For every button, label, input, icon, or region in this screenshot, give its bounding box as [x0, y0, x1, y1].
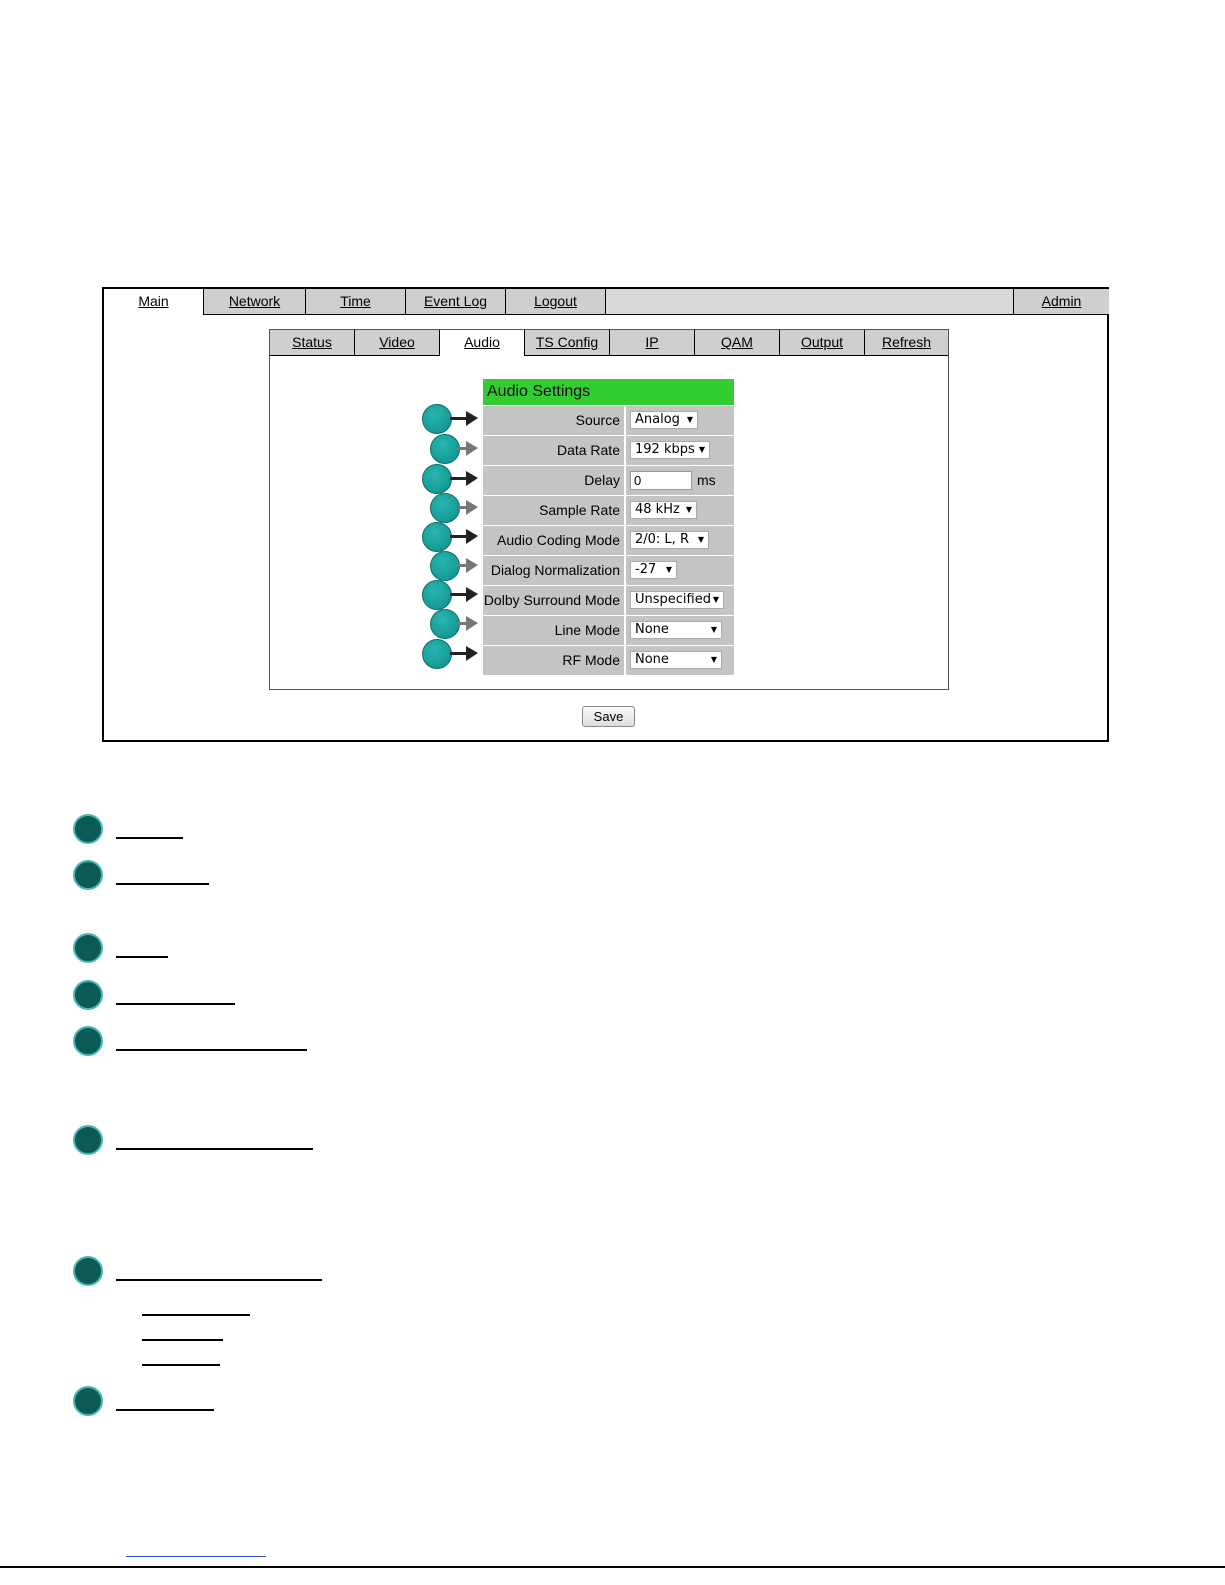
- setting-label: Line Mode: [483, 616, 626, 645]
- sample-rate-select[interactable]: [630, 501, 697, 519]
- web-ui-frame: [102, 287, 1109, 742]
- audio-coding-mode-select[interactable]: [630, 531, 709, 549]
- footer-divider: [0, 1566, 1225, 1568]
- tab-event-log[interactable]: Event Log: [406, 289, 506, 314]
- tab-admin[interactable]: Admin: [1013, 289, 1109, 314]
- subtab-ip[interactable]: IP: [610, 330, 695, 355]
- legend-heading-line: [116, 883, 209, 885]
- callout-marker: [422, 464, 452, 494]
- setting-label: Delay: [483, 466, 626, 495]
- select-value: 192 kbps: [635, 442, 695, 457]
- dropdown-arrow-icon: ▼: [710, 655, 717, 664]
- top-navigation: [104, 289, 1107, 315]
- subtab-status[interactable]: Status: [270, 330, 355, 355]
- callout-marker: [422, 522, 452, 552]
- legend-subitem-line: [142, 1364, 220, 1366]
- setting-label: Dolby Surround Mode: [483, 586, 626, 615]
- select-value: None: [635, 652, 669, 667]
- callout-marker: [430, 434, 460, 464]
- line-mode-select[interactable]: [630, 621, 722, 639]
- legend-marker: [73, 933, 103, 963]
- setting-row-delay: [483, 465, 734, 495]
- subtab-ts-config[interactable]: TS Config: [525, 330, 610, 355]
- rf-mode-select[interactable]: [630, 651, 722, 669]
- setting-row-rf-mode: [483, 645, 734, 675]
- callout-marker: [422, 639, 452, 669]
- delay-input[interactable]: 0: [630, 471, 692, 490]
- dialog-normalization-select[interactable]: [630, 561, 677, 579]
- dropdown-arrow-icon: ▼: [698, 445, 705, 454]
- audio-panel: [269, 329, 949, 690]
- delay-unit: ms: [697, 472, 716, 488]
- select-value: 48 kHz: [635, 502, 680, 517]
- dropdown-arrow-icon: ▼: [665, 565, 672, 574]
- setting-label: Source: [483, 406, 626, 435]
- setting-row-data-rate: [483, 435, 734, 465]
- select-value: -27: [635, 562, 657, 577]
- select-value: Unspecified: [635, 592, 711, 607]
- setting-row-source: [483, 405, 734, 435]
- legend-subitem-line: [142, 1339, 223, 1341]
- setting-row-dialog-normalization: [483, 555, 734, 585]
- subtab-refresh[interactable]: Refresh: [865, 330, 948, 355]
- setting-row-line-mode: [483, 615, 734, 645]
- tab-main[interactable]: Main: [104, 289, 204, 315]
- dolby-surround-mode-select[interactable]: [630, 591, 724, 609]
- tab-logout[interactable]: Logout: [506, 289, 606, 314]
- legend-heading-line: [116, 1049, 307, 1051]
- data-rate-select[interactable]: [630, 441, 710, 459]
- subtab-output[interactable]: Output: [780, 330, 865, 355]
- footer-link-underline[interactable]: [126, 1556, 266, 1557]
- dropdown-arrow-icon: ▼: [697, 535, 704, 544]
- save-button[interactable]: Save: [582, 706, 635, 727]
- select-value: Analog: [635, 412, 680, 427]
- subtab-qam[interactable]: QAM: [695, 330, 780, 355]
- legend-heading-line: [116, 837, 183, 839]
- setting-label: RF Mode: [483, 646, 626, 675]
- legend-heading-line: [116, 1003, 235, 1005]
- subtab-video[interactable]: Video: [355, 330, 440, 355]
- callout-marker: [430, 551, 460, 581]
- callout-marker: [422, 404, 452, 434]
- legend-heading-line: [116, 1279, 322, 1281]
- subtab-audio[interactable]: Audio: [440, 330, 525, 356]
- dropdown-arrow-icon: ▼: [710, 625, 717, 634]
- setting-label: Sample Rate: [483, 496, 626, 525]
- tab-network[interactable]: Network: [204, 289, 306, 314]
- setting-label: Data Rate: [483, 436, 626, 465]
- audio-settings-table: [483, 379, 734, 675]
- callout-marker: [422, 580, 452, 610]
- callout-marker: [430, 609, 460, 639]
- legend-marker: [73, 980, 103, 1010]
- dropdown-arrow-icon: ▼: [685, 505, 692, 514]
- legend-subitem-line: [142, 1314, 250, 1316]
- legend-heading-line: [116, 1148, 313, 1150]
- tab-time[interactable]: Time: [306, 289, 406, 314]
- setting-label: Audio Coding Mode: [483, 526, 626, 555]
- legend-heading-line: [116, 1409, 214, 1411]
- legend-marker: [73, 814, 103, 844]
- legend-marker: [73, 1386, 103, 1416]
- legend-heading-line: [116, 956, 168, 958]
- legend-marker: [73, 1256, 103, 1286]
- settings-title: Audio Settings: [483, 379, 734, 405]
- legend-marker: [73, 1026, 103, 1056]
- select-value: 2/0: L, R: [635, 532, 689, 547]
- legend-marker: [73, 860, 103, 890]
- dropdown-arrow-icon: ▼: [686, 415, 693, 424]
- callout-marker: [430, 493, 460, 523]
- source-select[interactable]: [630, 411, 698, 429]
- setting-row-dolby-surround-mode: [483, 585, 734, 615]
- setting-label: Dialog Normalization: [483, 556, 626, 585]
- sub-navigation: [270, 330, 948, 356]
- dropdown-arrow-icon: ▼: [712, 595, 719, 604]
- legend-marker: [73, 1125, 103, 1155]
- setting-row-audio-coding-mode: [483, 525, 734, 555]
- setting-row-sample-rate: [483, 495, 734, 525]
- select-value: None: [635, 622, 669, 637]
